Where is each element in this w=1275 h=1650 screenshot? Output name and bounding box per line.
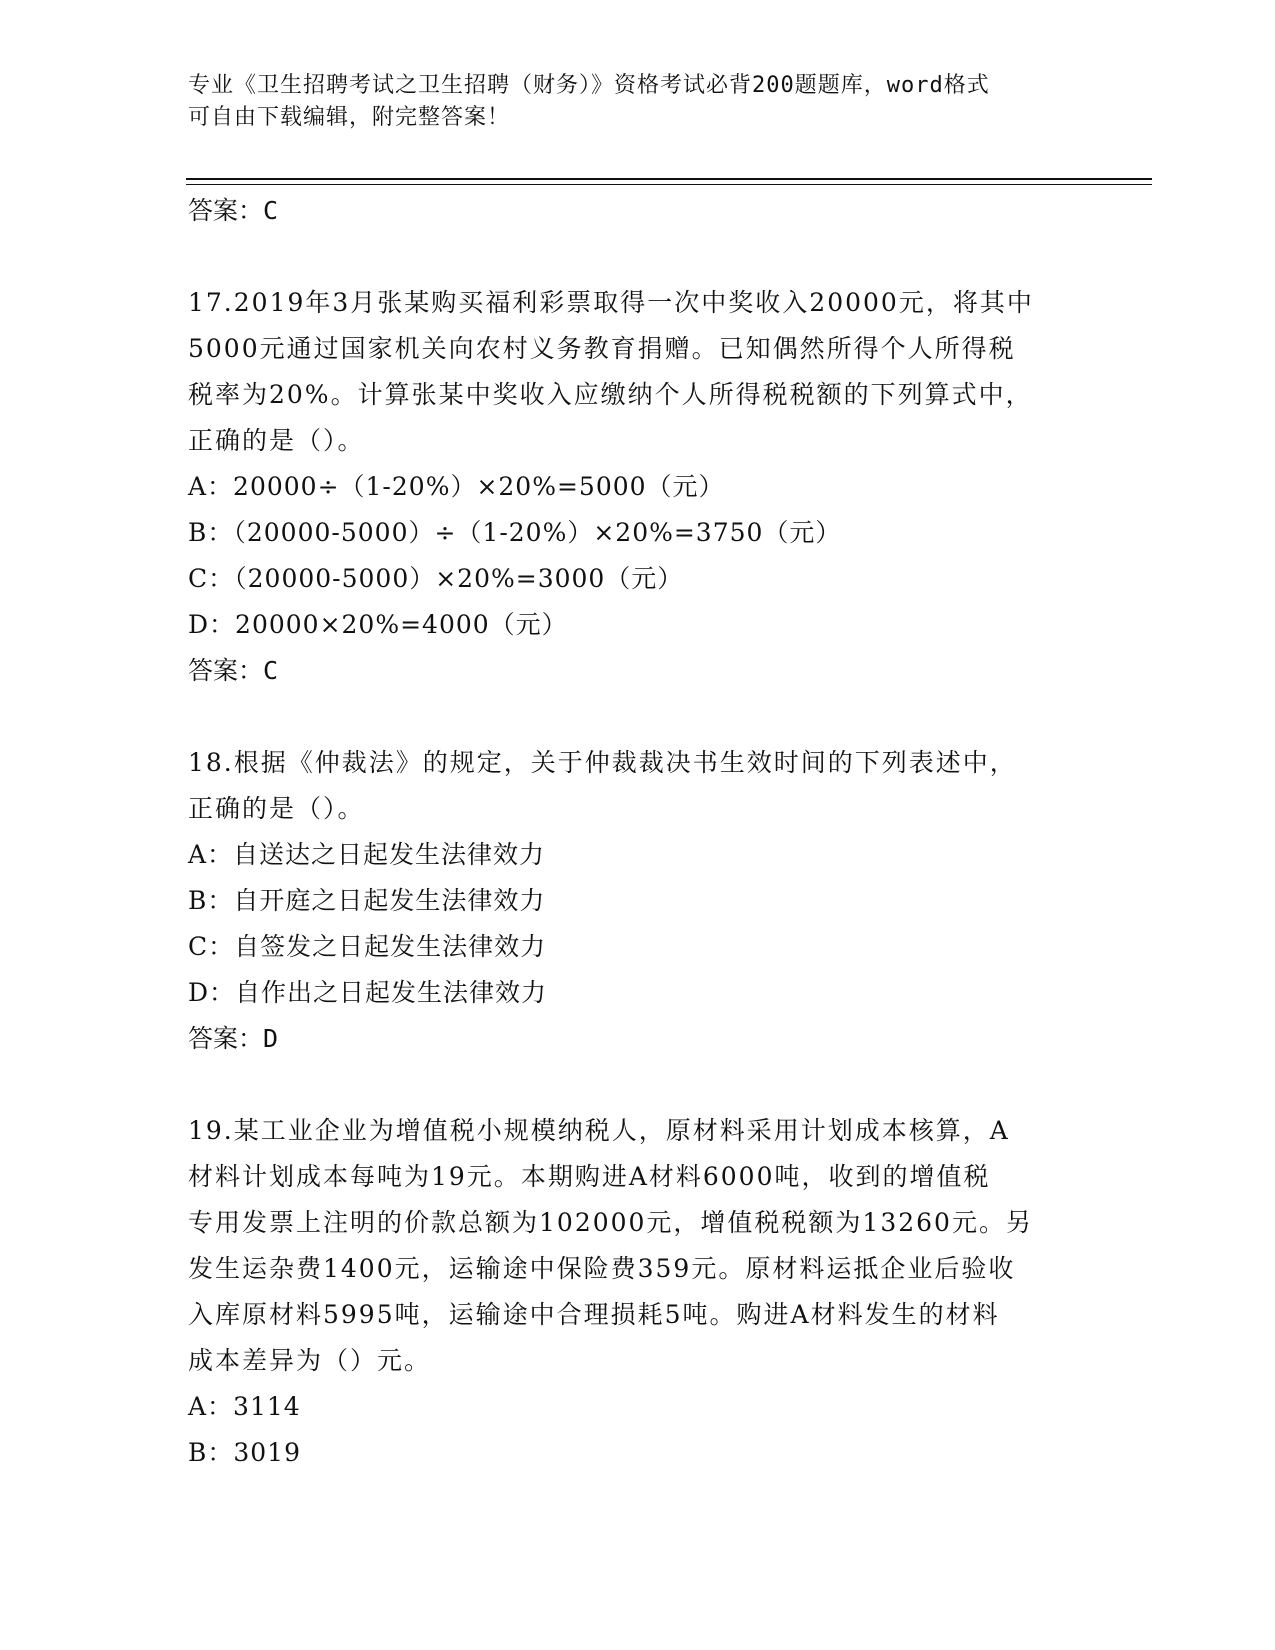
answer-line: 答案：D xyxy=(188,1024,279,1053)
question-text-line: 成本差异为（）元。 xyxy=(188,1346,432,1375)
document-body xyxy=(188,188,1088,1476)
question-text-line: 正确的是（）。 xyxy=(188,426,365,455)
question-text-line: 19.某工业企业为增值税小规模纳税人，原材料采用计划成本核算，A xyxy=(188,1116,1010,1145)
option-c: C：（20000-5000）×20%=3000（元） xyxy=(188,564,684,593)
previous-answer: 答案：C xyxy=(188,196,279,225)
option-d: D：20000×20%=4000（元） xyxy=(188,610,568,639)
option-d: D：自作出之日起发生法律效力 xyxy=(188,978,548,1007)
option-a: A：20000÷（1-20%）×20%=5000（元） xyxy=(188,472,725,501)
spacer xyxy=(188,234,1088,280)
option-b: B：3019 xyxy=(188,1438,301,1467)
spacer xyxy=(188,1062,1088,1108)
question-text-line: 材料计划成本每吨为19元。本期购进A材料6000吨，收到的增值税 xyxy=(188,1162,991,1191)
question-text-line: 5000元通过国家机关向农村义务教育捐赠。已知偶然所得个人所得税 xyxy=(188,334,1016,363)
question-text-line: 专用发票上注明的价款总额为102000元，增值税税额为13260元。另 xyxy=(188,1208,1033,1237)
document-header xyxy=(188,70,1068,134)
header-divider-thin xyxy=(186,184,1152,185)
spacer xyxy=(188,694,1088,740)
option-b: B：自开庭之日起发生法律效力 xyxy=(188,886,546,915)
question-block-19 xyxy=(188,1108,1088,1476)
header-line-2: 可自由下载编辑，附完整答案！ xyxy=(188,105,511,130)
question-block-18 xyxy=(188,740,1088,1062)
question-text-line: 正确的是（）。 xyxy=(188,794,365,823)
option-a: A：3114 xyxy=(188,1392,301,1421)
question-text-line: 18.根据《仲裁法》的规定，关于仲裁裁决书生效时间的下列表述中， xyxy=(188,748,1017,777)
header-divider-thick xyxy=(186,178,1152,180)
question-text-line: 发生运杂费1400元，运输途中保险费359元。原材料运抵企业后验收 xyxy=(188,1254,1016,1283)
question-text-line: 税率为20%。计算张某中奖收入应缴纳个人所得税税额的下列算式中， xyxy=(188,380,1033,409)
question-block-17 xyxy=(188,280,1088,694)
option-c: C：自签发之日起发生法律效力 xyxy=(188,932,547,961)
question-text-line: 17.2019年3月张某购买福利彩票取得一次中奖收入20000元，将其中 xyxy=(188,288,1034,317)
option-a: A：自送达之日起发生法律效力 xyxy=(188,840,546,869)
header-line-1: 专业《卫生招聘考试之卫生招聘（财务）》资格考试必背200题题库，word格式 xyxy=(188,73,990,98)
answer-line: 答案：C xyxy=(188,656,279,685)
option-b: B：（20000-5000）÷（1-20%）×20%=3750（元） xyxy=(188,518,842,547)
question-text-line: 入库原材料5995吨，运输途中合理损耗5吨。购进A材料发生的材料 xyxy=(188,1300,1000,1329)
